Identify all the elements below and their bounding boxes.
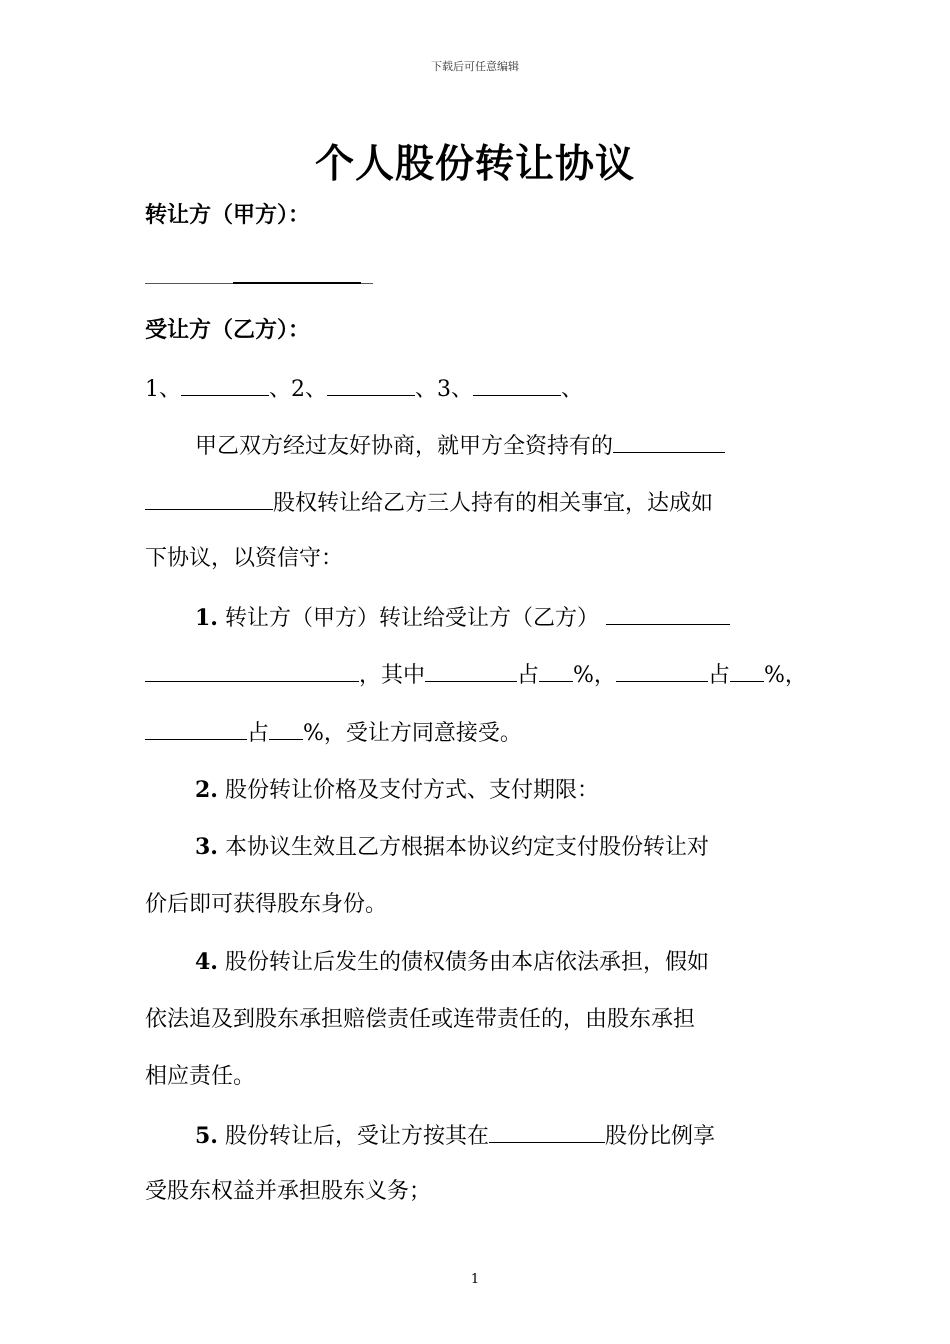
clause-5-blank — [489, 1120, 605, 1143]
clause-1-blank-2 — [145, 659, 359, 682]
transferee-num-1: 1、 — [145, 377, 181, 402]
clause-2-number: 2. — [195, 777, 218, 803]
transferor-blank-thick — [233, 282, 361, 284]
transferee-num-2: 、2、 — [269, 377, 327, 402]
clause-3-line-1 — [145, 832, 810, 863]
clause-1-text-1: 转让方（甲方）转让给受让方（乙方） — [224, 606, 599, 631]
clause-1-zhan-3: 占 — [247, 721, 270, 746]
clause-4-number: 4. — [195, 949, 218, 975]
clause-2 — [145, 775, 810, 806]
clause-1-pct-1: %， — [573, 663, 616, 688]
intro-line-2 — [145, 487, 810, 519]
clause-2-text: 股份转让价格及支付方式、支付期限： — [224, 778, 599, 803]
transferor-blank — [145, 283, 373, 285]
page-number: 1 — [470, 1272, 480, 1287]
intro-blank-2 — [145, 487, 273, 510]
intro-line-3: 下协议，以资信守： — [145, 546, 344, 571]
clause-4-text-1: 股份转让后发生的债权债务由本店依法承担，假如 — [224, 950, 709, 975]
intro-text-2: 股权转让给乙方三人持有的相关事宜，达成如 — [273, 491, 714, 516]
transferor-label: 转让方（甲方）： — [145, 202, 311, 228]
clause-3-number: 3. — [195, 834, 218, 860]
transferee-label: 受让方（乙方）： — [145, 317, 311, 343]
transferee-blank-2 — [327, 373, 415, 396]
clause-1-blank-name-3 — [145, 717, 247, 740]
clause-1-zhan-2: 占 — [707, 663, 730, 688]
clause-5-text-1b: 股份比例享 — [604, 1124, 715, 1149]
clause-1-qizhong: ，其中 — [359, 663, 426, 688]
clause-1-line-2 — [145, 659, 810, 691]
clause-4-line-1 — [145, 947, 810, 978]
intro-blank-1 — [613, 430, 725, 453]
clause-1-blank-1 — [606, 602, 730, 625]
clause-1-blank-pct-3 — [269, 717, 303, 740]
clause-3-line-2: 价后即可获得股东身份。 — [145, 892, 388, 917]
clause-5-text-1a: 股份转让后，受让方按其在 — [224, 1124, 489, 1149]
transferee-blank-3 — [473, 373, 561, 396]
document-title: 个人股份转让协议 — [314, 141, 635, 187]
clause-1-line-1 — [145, 602, 810, 634]
clause-1-blank-pct-1 — [539, 659, 573, 682]
transferee-list-end: 、 — [561, 377, 584, 402]
clause-1-pct-end: %，受让方同意接受。 — [303, 721, 522, 746]
clause-1-blank-name-2 — [616, 659, 708, 682]
clause-4-line-3: 相应责任。 — [145, 1064, 256, 1089]
clause-4-line-2: 依法追及到股东承担赔偿责任或连带责任的，由股东承担 — [145, 1007, 696, 1032]
clause-1-number: 1. — [195, 605, 218, 631]
clause-3-text-1: 本协议生效且乙方根据本协议约定支付股份转让对 — [224, 835, 709, 860]
clause-5-line-2: 受股东权益并承担股东义务； — [145, 1179, 432, 1204]
clause-1-blank-name-1 — [425, 659, 517, 682]
clause-1-pct-2: %， — [763, 663, 807, 688]
clause-5-line-1 — [145, 1120, 810, 1152]
clause-1-line-3 — [145, 717, 810, 749]
intro-text-1: 甲乙双方经过友好协商，就甲方全资持有的 — [195, 434, 614, 459]
clause-5-number: 5. — [195, 1123, 218, 1149]
transferee-list — [145, 373, 810, 405]
intro-line-1 — [145, 430, 810, 462]
transferee-blank-1 — [181, 373, 269, 396]
header-note: 下载后可任意编辑 — [431, 60, 519, 73]
clause-1-zhan-1: 占 — [517, 663, 540, 688]
transferee-num-3: 、3、 — [415, 377, 473, 402]
clause-1-blank-pct-2 — [730, 659, 764, 682]
